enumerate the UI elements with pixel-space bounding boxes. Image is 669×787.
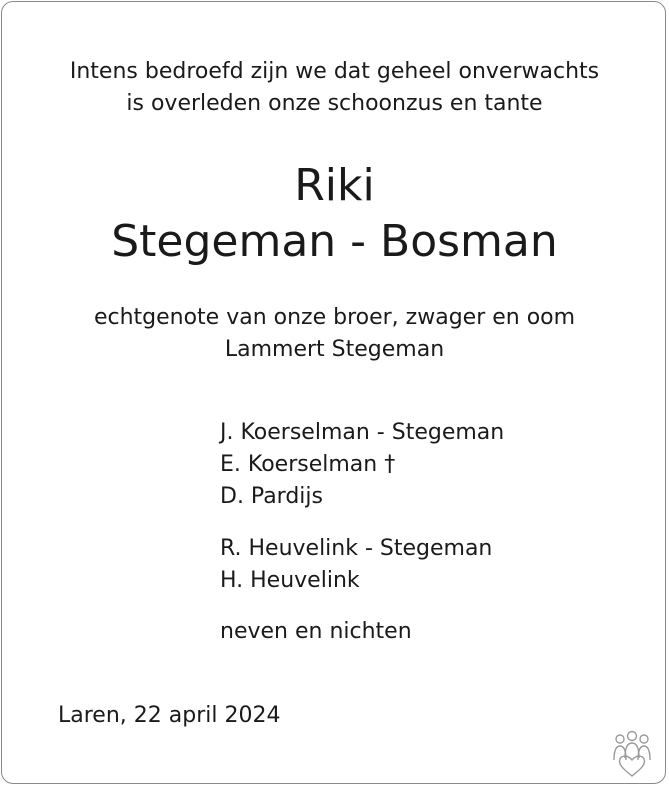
spouse-text [0,302,669,366]
spouse-line-2: Lammert Stegeman [224,337,445,362]
relative-name: E. Koerselman † [220,452,396,477]
intro-line-1: Intens bedroefd zijn we dat geheel onverwachts [69,59,600,84]
place-date: Laren, 22 april 2024 [58,703,281,728]
deceased-full-name: Stegeman - Bosman [111,216,558,267]
relatives-group-3 [220,616,412,648]
relative-name: J. Koerselman - Stegeman [220,420,505,445]
relative-name: D. Pardijs [220,484,323,509]
relative-name: H. Heuvelink [220,568,360,593]
deceased-name [0,158,669,270]
relative-name: R. Heuvelink - Stegeman [220,536,493,561]
relatives-group-2 [220,533,492,597]
family-heart-icon [606,730,658,778]
intro-line-2: is overleden onze schoonzus en tante [126,91,543,116]
spouse-line-1: echtgenote van onze broer, zwager en oom [93,305,576,330]
relatives-group-1 [220,417,504,513]
deceased-first-name: Riki [294,160,375,211]
intro-text [0,56,669,120]
relative-name: neven en nichten [220,619,412,644]
